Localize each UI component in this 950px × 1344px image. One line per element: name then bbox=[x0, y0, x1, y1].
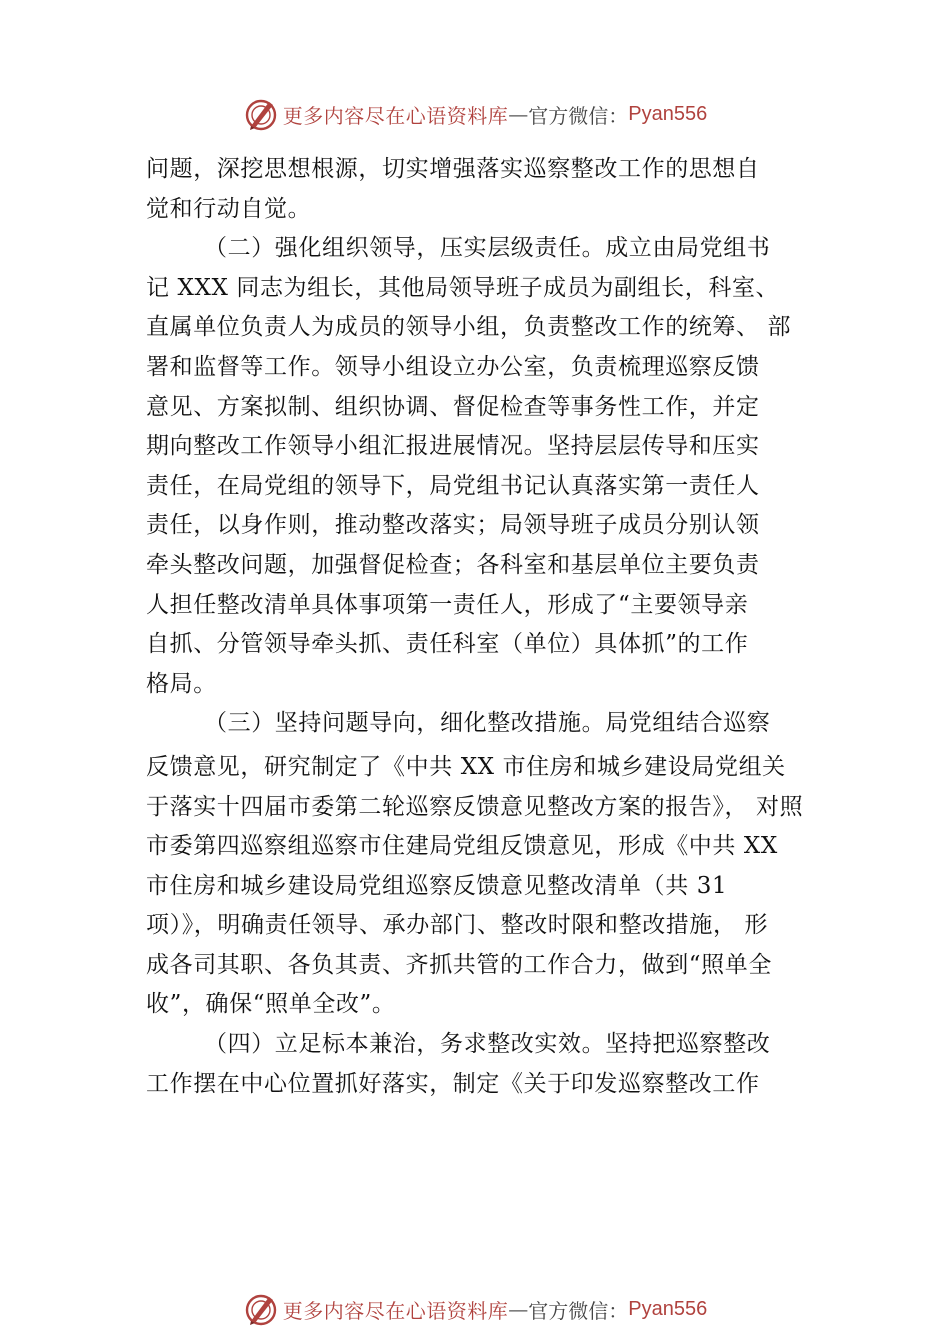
text-line: 工作摆在中心位置抓好落实，制定《关于印发巡察整改工作 bbox=[146, 1070, 760, 1097]
text-line: 期向整改工作领导小组汇报进展情况。坚持层层传导和压实 bbox=[146, 433, 760, 460]
banner-title: 更多内容尽在心语资料库 bbox=[282, 1298, 509, 1323]
text-line: 责任，以身作则，推动整改落实；局领导班子成员分别认领 bbox=[146, 512, 760, 539]
text-line: 自抓、分管领导牵头抓、责任科室（单位）具体抓”的工作 bbox=[146, 631, 749, 658]
text-line: 直属单位负责人为成员的领导小组，负责整改工作的统筹、 部 bbox=[146, 314, 792, 341]
header-banner bbox=[0, 92, 950, 136]
pen-logo-icon bbox=[243, 96, 279, 132]
paragraph-heading-3: （三）坚持问题导向，细化整改措施。局党组结合巡察 bbox=[204, 710, 771, 737]
text-line: 格局。 bbox=[146, 670, 217, 697]
text-line: 记 XXX 同志为组长，其他局领导班子成员为副组长，科室、 bbox=[146, 274, 780, 301]
banner-dash: — bbox=[508, 1297, 529, 1321]
document-body bbox=[146, 150, 836, 1104]
paragraph-heading-2: （二）强化组织领导，压实层级责任。成立由局党组书 bbox=[204, 235, 771, 262]
banner-title: 更多内容尽在心语资料库 bbox=[282, 103, 509, 128]
banner-wechat-label: 官方微信： bbox=[528, 1298, 629, 1323]
text-line: 问题，深挖思想根源，切实增强落实巡察整改工作的思想自 bbox=[146, 156, 760, 182]
text-line: 意见、方案拟制、组织协调、督促检查等事务性工作，并定 bbox=[146, 393, 760, 420]
text-line: 反馈意见，研究制定了《中共 XX 市住房和城乡建设局党组关 bbox=[146, 753, 786, 780]
text-line: 牵头整改问题，加强督促检查；各科室和基层单位主要负责 bbox=[146, 551, 760, 578]
text-line: 责任，在局党组的领导下，局党组书记认真落实第一责任人 bbox=[146, 472, 760, 499]
pen-logo-icon bbox=[243, 1291, 279, 1327]
text-line: 市住房和城乡建设局党组巡察反馈意见整改清单（共 31 bbox=[146, 872, 728, 899]
text-line: 觉和行动自觉。 bbox=[146, 195, 312, 222]
text-line: 人担任整改清单具体事项第一责任人，形成了“主要领导亲 bbox=[146, 591, 749, 618]
banner-wechat-id: Pyan556 bbox=[628, 102, 708, 125]
text-line: 市委第四巡察组巡察市住建局党组反馈意见，形成《中共 XX bbox=[146, 833, 778, 860]
banner-wechat-id: Pyan556 bbox=[628, 1297, 708, 1320]
paragraph-heading-4: （四）立足标本兼治，务求整改实效。坚持把巡察整改 bbox=[204, 1031, 771, 1058]
text-line: 署和监督等工作。领导小组设立办公室，负责梳理巡察反馈 bbox=[146, 353, 760, 380]
banner-dash: — bbox=[508, 102, 529, 126]
text-line: 成各司其职、各负其责、齐抓共管的工作合力，做到“照单全 bbox=[146, 951, 772, 978]
banner-wechat-label: 官方微信： bbox=[528, 103, 629, 128]
text-line: 项）》，明确责任领导、承办部门、整改时限和整改措施， 形 bbox=[146, 912, 769, 939]
footer-banner bbox=[0, 1287, 950, 1331]
text-line: 收”，确保“照单全改”。 bbox=[146, 991, 396, 1018]
text-line: 于落实十四届市委第二轮巡察反馈意见整改方案的报告》， 对照 bbox=[146, 793, 804, 820]
